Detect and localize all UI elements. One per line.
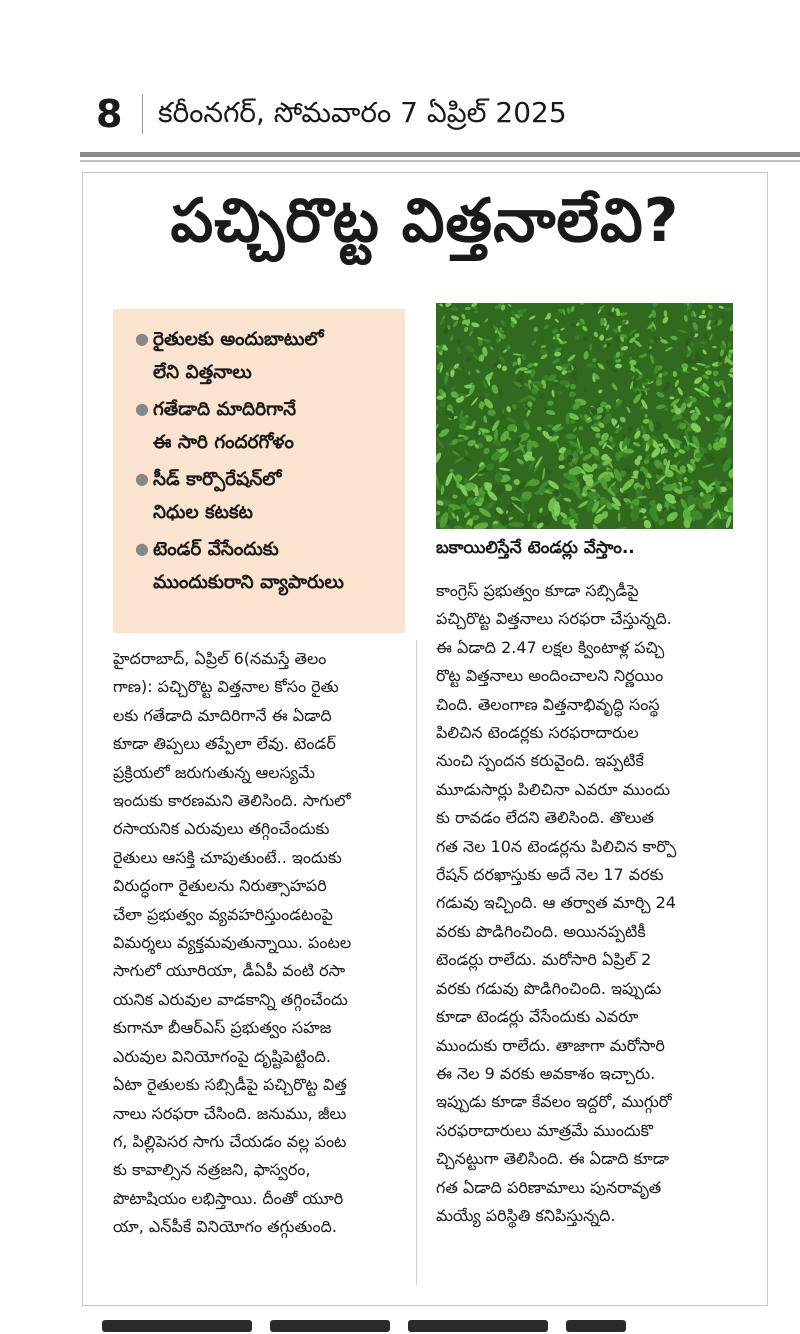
body-text-line: గాణ): పచ్చిరొట్ట విత్తనాల కోసం రైతు bbox=[113, 677, 339, 697]
body-text-line: మయ్యే పరిస్థితి కనిపిస్తున్నది. bbox=[436, 1205, 616, 1225]
body-text-line: ఎరువుల వినియోగంపై దృష్టిపెట్టింది. bbox=[113, 1046, 331, 1066]
highlight-line: టెండర్ వేసేందుకు bbox=[153, 539, 279, 560]
body-text-line: ముందుకు రాలేదు. తాజాగా మరోసారి bbox=[436, 1035, 665, 1055]
highlight-line: రైతులకు అందుబాటులో bbox=[153, 329, 324, 350]
highlight-line: గతేడాది మాదిరిగానే bbox=[153, 399, 297, 420]
body-text-line: గ, పిల్లిపెసర సాగు చేయడం వల్ల పంట bbox=[113, 1131, 347, 1151]
body-text-line: నుంచి స్పందన కరువైంది. ఇప్పటికే bbox=[436, 751, 644, 771]
body-text-line: గత ఏడాది పరిణామాలు పునరావృత bbox=[436, 1177, 662, 1197]
body-text-line: సాగులో యూరియా, డీఏపీ వంటి రసా bbox=[113, 961, 346, 981]
body-text-line: రసాయనిక ఎరువులు తగ్గించేందుకు bbox=[113, 819, 330, 839]
body-text-line: విరుద్ధంగా రైతులను నిరుత్సాహపరి bbox=[113, 876, 327, 896]
body-text-line: కూడా టెండర్లు వేసేందుకు ఎవరూ bbox=[436, 1007, 639, 1027]
body-text-line: పచ్చిరొట్ట విత్తనాలు సరఫరా చేస్తున్నది. bbox=[436, 609, 672, 629]
body-text-line: పొటాషియం లభిస్తాయి. దీంతో యూరి bbox=[113, 1188, 344, 1208]
body-text-line: యా, ఎన్‌పీకే వినియోగం తగ్గుతుంది. bbox=[113, 1217, 337, 1237]
article-body-left-column bbox=[113, 645, 411, 1242]
body-text-line: హైదరాబాద్, ఏప్రిల్ 6(నమస్తే తెలం bbox=[113, 649, 327, 668]
body-text-line: చింది. తెలంగాణ విత్తనాభివృద్ధి సంస్థ bbox=[436, 694, 660, 714]
header-rule bbox=[80, 152, 800, 157]
highlight-item bbox=[135, 323, 395, 389]
body-text-line: గడువు ఇచ్చింది. ఆ తర్వాత మార్చి 24 bbox=[436, 893, 676, 913]
header-rule-thin bbox=[80, 160, 800, 162]
body-text-line: చేలా ప్రభుత్వం వ్యవహరిస్తుండటంపై bbox=[113, 904, 333, 924]
body-text-line: సరఫరాదారులు మాత్రమే ముందుకొ bbox=[436, 1120, 654, 1140]
body-text-line: లకు గతేడాది మాదిరిగానే ఈ ఏడాది bbox=[113, 705, 332, 725]
body-text-line: రేషన్ దరఖాస్తుకు అదే నెల 17 వరకు bbox=[436, 865, 664, 885]
body-text-line: వరకు పొడిగించింది. అయినప్పటికీ bbox=[436, 921, 646, 941]
body-text-line: ప్రక్రియలో జరుగుతున్న ఆలస్యమే bbox=[113, 762, 315, 782]
green-crop-field-photo bbox=[436, 303, 733, 529]
body-text-line: ఈ నెల 9 వరకు అవకాశం ఇచ్చారు. bbox=[436, 1063, 656, 1083]
highlight-line: లేని విత్తనాలు bbox=[153, 362, 252, 383]
column-divider bbox=[416, 640, 417, 1285]
body-text-line: కు కావాల్సిన నత్రజని, ఫాస్వరం, bbox=[113, 1160, 311, 1180]
body-text-line: కూడా తిప్పలు తప్పేలా లేవు. టెండర్ bbox=[113, 734, 336, 754]
body-text-line: నాలు సరఫరా చేసింది. జనుము, జీలు bbox=[113, 1103, 347, 1123]
body-text-line: విమర్శలు వ్యక్తమవుతున్నాయి. పంటల bbox=[113, 933, 352, 953]
highlight-line: ఈ సారి గందరగోళం bbox=[153, 432, 294, 453]
body-text-line: టెండర్లు రాలేదు. మరోసారి ఏప్రిల్ 2 bbox=[436, 950, 652, 970]
body-text-line: ఈ ఏడాది 2.47 లక్షల క్వింటాళ్ల పచ్చి bbox=[436, 637, 665, 657]
body-text-line: రొట్ట విత్తనాలు అందించాలని నిర్ణయిం bbox=[436, 666, 664, 686]
article-body-right-column bbox=[436, 577, 736, 1230]
body-text-line: వరకు గడువు పొడిగించింది. ఇప్పుడు bbox=[436, 978, 662, 998]
body-text-line: కాంగ్రెస్ ప్రభుత్వం కూడా సబ్సిడీపై bbox=[436, 581, 639, 600]
masthead-separator bbox=[142, 94, 143, 134]
body-text-line: ఇందుకు కారణమని తెలిసింది. సాగులో bbox=[113, 791, 351, 811]
highlight-line: ముందుకురాని వ్యాపారులు bbox=[153, 572, 344, 593]
body-text-line: చ్చినట్టుగా తెలిసింది. ఈ ఏడాది కూడా bbox=[436, 1149, 670, 1169]
highlight-line: సీడ్ కార్పొరేషన్‌లో bbox=[153, 469, 282, 490]
body-text-line: కు రావడం లేదని తెలిసింది. తొలుత bbox=[436, 808, 654, 828]
bullet-icon: ● bbox=[135, 539, 149, 558]
highlight-item bbox=[135, 463, 395, 529]
page-number: 8 bbox=[96, 92, 123, 136]
crop-field-photo bbox=[436, 303, 733, 529]
masthead bbox=[86, 84, 786, 144]
article-headline: పచ్చిరొట్ట విత్తనాలేవి? bbox=[170, 186, 680, 256]
dateline: కరీంనగర్, సోమవారం 7 ఏప్రిల్ 2025 bbox=[158, 96, 567, 129]
highlights-box bbox=[113, 309, 405, 633]
body-text-line: రైతులు ఆసక్తి చూపుతుంటే.. ఇందుకు bbox=[113, 847, 342, 867]
body-text-line: గత నెల 10న టెండర్లను పిలిచిన కార్పొ bbox=[436, 836, 677, 856]
bullet-icon: ● bbox=[135, 469, 149, 488]
highlight-item bbox=[135, 393, 395, 459]
bullet-icon: ● bbox=[135, 399, 149, 418]
highlight-item bbox=[135, 533, 395, 599]
body-text-line: ఇప్పుడు కూడా కేవలం ఇద్దరో, ముగ్గురో bbox=[436, 1092, 672, 1112]
body-text-line: మూడుసార్లు పిలిచినా ఎవరూ ముందు bbox=[436, 779, 671, 799]
body-text-line: యనిక ఎరువుల వాడకాన్ని తగ్గించేందు bbox=[113, 989, 348, 1009]
body-text-line: పిలిచిన టెండర్లకు సరఫరాదారుల bbox=[436, 723, 639, 743]
photo-caption: బకాయిలిస్తేనే టెండర్లు వేస్తాం.. bbox=[436, 538, 635, 558]
body-text-line: కుగానూ బీఆర్ఎస్ ప్రభుత్వం సహజ bbox=[113, 1018, 332, 1038]
body-text-line: ఏటా రైతులకు సబ్సిడీపై పచ్చిరొట్ట విత్త bbox=[113, 1075, 347, 1095]
highlight-line: నిధుల కటకట bbox=[153, 502, 253, 523]
bullet-icon: ● bbox=[135, 329, 149, 348]
